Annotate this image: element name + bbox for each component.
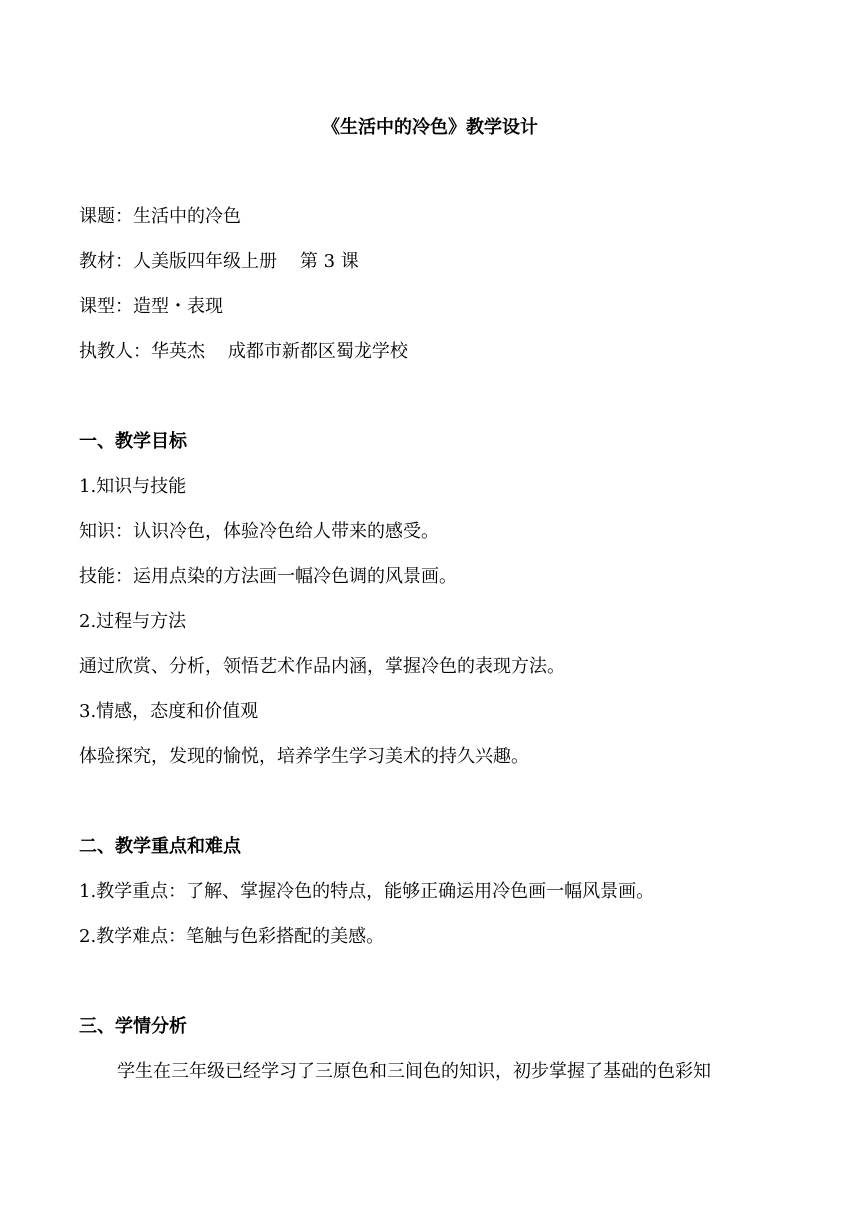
section2-heading: 二、教学重点和难点 <box>79 836 241 857</box>
info-topic: 课题：生活中的冷色 <box>79 206 241 227</box>
section1-sub1: 1.知识与技能 <box>79 476 187 497</box>
document-title: 《生活中的冷色》教学设计 <box>322 117 538 138</box>
section1-process: 通过欣赏、分析，领悟艺术作品内涵，掌握冷色的表现方法。 <box>79 656 565 677</box>
section1-sub3: 3.情感，态度和价值观 <box>79 701 259 722</box>
section3-heading: 三、学情分析 <box>79 1016 187 1037</box>
section2-key-point: 1.教学重点：了解、掌握冷色的特点，能够正确运用冷色画一幅风景画。 <box>79 881 655 902</box>
info-textbook: 教材：人美版四年级上册 第 3 课 <box>79 251 359 272</box>
info-teacher: 执教人：华英杰 成都市新都区蜀龙学校 <box>79 341 408 362</box>
section3-paragraph: 学生在三年级已经学习了三原色和三间色的知识，初步掌握了基础的色彩知 <box>117 1061 711 1082</box>
section1-emotion: 体验探究，发现的愉悦，培养学生学习美术的持久兴趣。 <box>79 746 529 767</box>
section1-skill: 技能：运用点染的方法画一幅冷色调的风景画。 <box>79 566 457 587</box>
section1-heading: 一、教学目标 <box>79 431 187 452</box>
section1-sub2: 2.过程与方法 <box>79 611 187 632</box>
section1-knowledge: 知识：认识冷色，体验冷色给人带来的感受。 <box>79 521 439 542</box>
section2-difficulty: 2.教学难点：笔触与色彩搭配的美感。 <box>79 926 385 947</box>
info-lesson-type: 课型：造型・表现 <box>79 296 223 317</box>
